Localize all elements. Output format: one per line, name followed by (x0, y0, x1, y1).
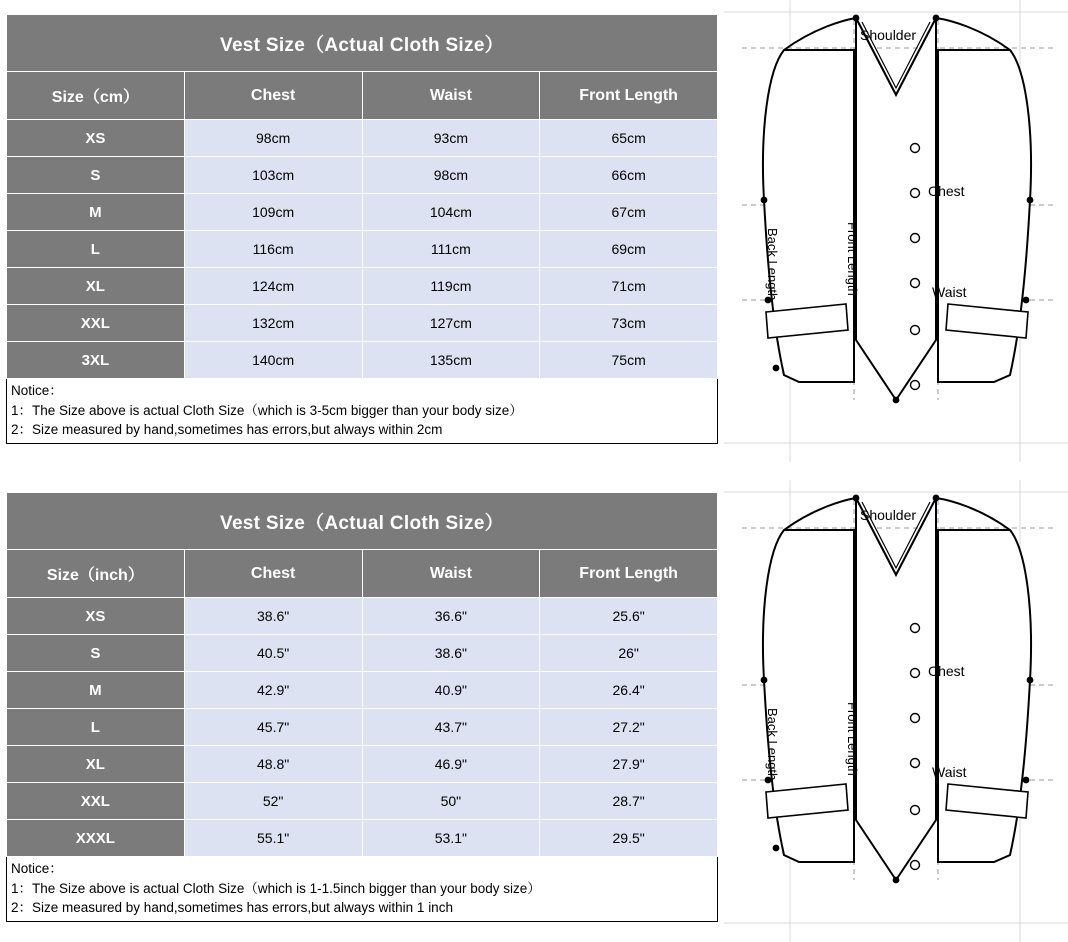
cell-front-length: 25.6" (540, 598, 718, 635)
table-row (7, 342, 718, 379)
measure-point (1027, 197, 1034, 204)
cell-size: L (7, 231, 185, 268)
button-icon (911, 189, 920, 198)
cell-chest: 109cm (184, 194, 362, 231)
cell-front-length: 27.9" (540, 746, 718, 783)
header-chest: Chest (184, 550, 362, 598)
table-row (7, 820, 718, 857)
table-row (7, 268, 718, 305)
size-table-cm (6, 14, 718, 379)
cell-chest: 38.6" (184, 598, 362, 635)
table-row (7, 672, 718, 709)
cell-chest: 103cm (184, 157, 362, 194)
cell-front-length: 26" (540, 635, 718, 672)
header-chest: Chest (184, 72, 362, 120)
measure-point (853, 495, 860, 502)
cell-waist: 36.6" (362, 598, 540, 635)
cell-waist: 127cm (362, 305, 540, 342)
label-front-length: Front Length (845, 702, 860, 776)
cell-waist: 46.9" (362, 746, 540, 783)
button-icon (911, 624, 920, 633)
button-icon (911, 669, 920, 678)
cell-front-length: 26.4" (540, 672, 718, 709)
cell-waist: 135cm (362, 342, 540, 379)
cell-front-length: 73cm (540, 305, 718, 342)
measure-point (893, 397, 900, 404)
cell-size: XL (7, 746, 185, 783)
cell-size: 3XL (7, 342, 185, 379)
cell-waist: 119cm (362, 268, 540, 305)
measure-point (853, 15, 860, 22)
cell-size: L (7, 709, 185, 746)
cell-size: XXL (7, 305, 185, 342)
label-back-length: Back Length (765, 228, 780, 301)
table-title-row (7, 493, 718, 550)
vest-center-body (856, 18, 936, 400)
size-chart-inch (6, 492, 718, 922)
header-waist: Waist (362, 550, 540, 598)
table-title-row (7, 15, 718, 72)
notice-line-1: 1：The Size above is actual Cloth Size（which is 1-1.5inch bigger than your body size） (11, 880, 541, 896)
cell-waist: 111cm (362, 231, 540, 268)
cell-front-length: 71cm (540, 268, 718, 305)
vest-center-body (856, 498, 936, 880)
label-front-length: Front Length (845, 222, 860, 296)
vest-diagram-inch (724, 480, 1068, 942)
cell-size: XL (7, 268, 185, 305)
cell-front-length: 67cm (540, 194, 718, 231)
vest-diagram-cm (724, 0, 1068, 462)
button-icon (911, 234, 920, 243)
notice-line-1: 1：The Size above is actual Cloth Size（which is 3-5cm bigger than your body size） (11, 402, 523, 418)
button-icon (911, 326, 920, 335)
measure-point (893, 877, 900, 884)
measure-point (1023, 777, 1030, 784)
cell-size: XXL (7, 783, 185, 820)
measure-point (933, 495, 940, 502)
table-title: Vest Size（Actual Cloth Size） (7, 493, 718, 550)
cell-chest: 55.1" (184, 820, 362, 857)
label-back-length: Back Length (765, 708, 780, 781)
cell-chest: 52" (184, 783, 362, 820)
cell-size: M (7, 194, 185, 231)
notice-line-2: 2：Size measured by hand,sometimes has errors,but always within 1 inch (11, 900, 453, 916)
cell-front-length: 27.2" (540, 709, 718, 746)
cell-front-length: 29.5" (540, 820, 718, 857)
button-icon (911, 806, 920, 815)
measure-point (773, 365, 780, 372)
cell-size: S (7, 635, 185, 672)
cell-waist: 104cm (362, 194, 540, 231)
notice-block (6, 857, 718, 922)
measure-point (761, 197, 768, 204)
size-chart-cm (6, 14, 718, 444)
button-icon (911, 381, 920, 390)
table-row (7, 194, 718, 231)
header-size: Size（cm） (7, 72, 185, 120)
cell-size: S (7, 157, 185, 194)
header-size: Size（inch） (7, 550, 185, 598)
cell-front-length: 28.7" (540, 783, 718, 820)
cell-chest: 42.9" (184, 672, 362, 709)
notice-line-2: 2：Size measured by hand,sometimes has errors,but always within 2cm (11, 422, 443, 438)
measure-point (773, 845, 780, 852)
header-front-length: Front Length (540, 72, 718, 120)
vest-illustration (724, 0, 1068, 462)
measure-point (1027, 677, 1034, 684)
table-title: Vest Size（Actual Cloth Size） (7, 15, 718, 72)
label-shoulder: Shoulder (860, 507, 917, 523)
measure-point (933, 15, 940, 22)
cell-chest: 116cm (184, 231, 362, 268)
cell-waist: 43.7" (362, 709, 540, 746)
button-icon (911, 759, 920, 768)
cell-front-length: 66cm (540, 157, 718, 194)
cell-size: XS (7, 120, 185, 157)
cell-chest: 48.8" (184, 746, 362, 783)
label-chest: Chest (928, 663, 965, 679)
table-row (7, 746, 718, 783)
button-icon (911, 279, 920, 288)
cell-chest: 45.7" (184, 709, 362, 746)
header-waist: Waist (362, 72, 540, 120)
cell-chest: 140cm (184, 342, 362, 379)
table-row (7, 305, 718, 342)
table-header-row (7, 550, 718, 598)
cell-front-length: 75cm (540, 342, 718, 379)
button-icon (911, 861, 920, 870)
table-row (7, 120, 718, 157)
cell-size: XS (7, 598, 185, 635)
cell-waist: 50" (362, 783, 540, 820)
vest-illustration (724, 480, 1068, 942)
cell-front-length: 65cm (540, 120, 718, 157)
cell-waist: 38.6" (362, 635, 540, 672)
table-row (7, 635, 718, 672)
table-header-row (7, 72, 718, 120)
cell-chest: 132cm (184, 305, 362, 342)
button-icon (911, 714, 920, 723)
cell-size: XXXL (7, 820, 185, 857)
label-waist: Waist (932, 284, 967, 300)
cell-waist: 40.9" (362, 672, 540, 709)
cell-chest: 40.5" (184, 635, 362, 672)
notice-label: Notice： (11, 383, 63, 398)
cell-waist: 98cm (362, 157, 540, 194)
notice-label: Notice： (11, 861, 63, 876)
button-icon (911, 144, 920, 153)
measure-point (761, 677, 768, 684)
measure-point (1023, 297, 1030, 304)
table-row (7, 598, 718, 635)
notice-block (6, 379, 718, 444)
table-row (7, 709, 718, 746)
table-row (7, 783, 718, 820)
cell-size: M (7, 672, 185, 709)
label-chest: Chest (928, 183, 965, 199)
label-shoulder: Shoulder (860, 27, 917, 43)
cell-front-length: 69cm (540, 231, 718, 268)
header-front-length: Front Length (540, 550, 718, 598)
cell-chest: 98cm (184, 120, 362, 157)
cell-waist: 53.1" (362, 820, 540, 857)
cell-chest: 124cm (184, 268, 362, 305)
label-waist: Waist (932, 764, 967, 780)
size-table-inch (6, 492, 718, 857)
table-row (7, 231, 718, 268)
cell-waist: 93cm (362, 120, 540, 157)
table-row (7, 157, 718, 194)
